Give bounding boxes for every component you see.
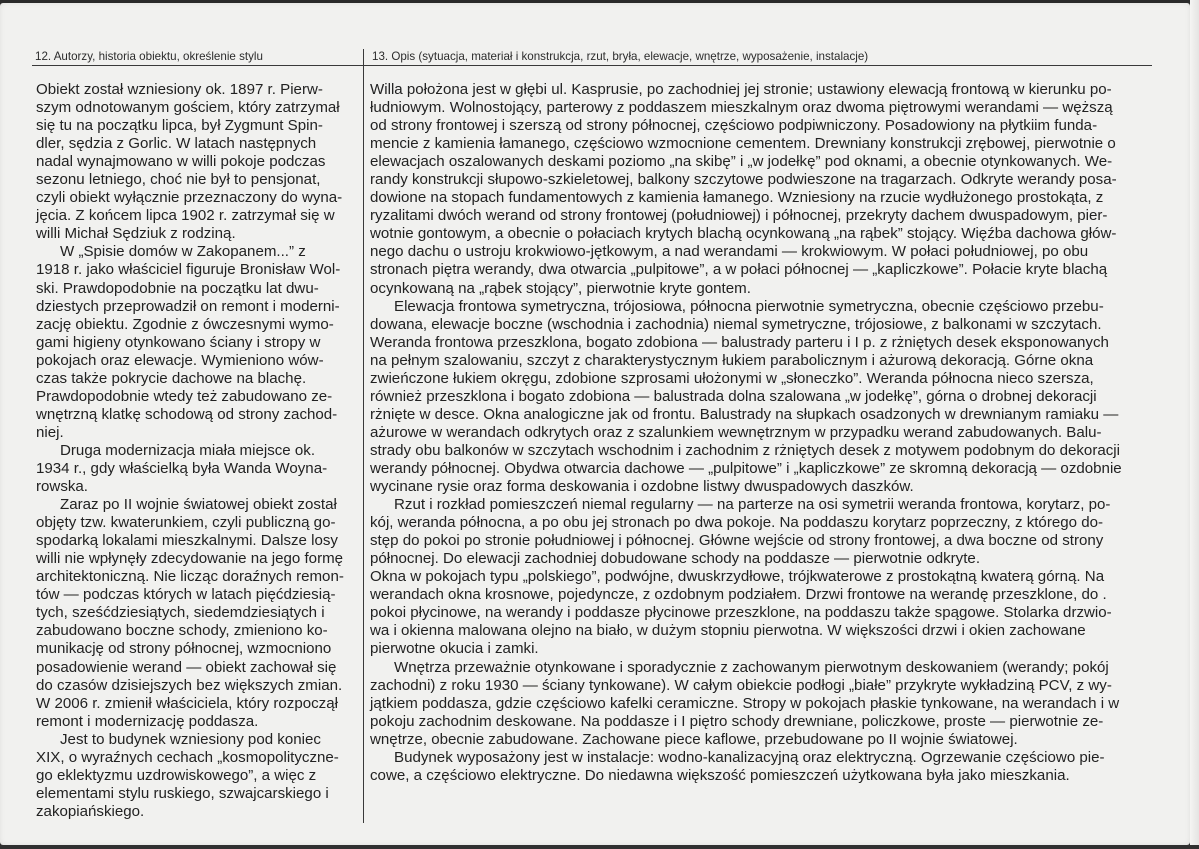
section-13-text-line: ocynkowaną na „rąbek stojący”, pierwotnie kryte gontem. [370,279,751,297]
section-13-text-line: kój, weranda północna, a po obu jej stronach po dwa pokoje. Na poddaszu korytarz poprzeczny, z którego do- [370,514,1104,532]
section-13-text-line: północnej. Do elewacji zachodniej dobudowane schody na poddasze — pierwotnie odkryte. [370,550,981,568]
section-13-text-line: zachodni) z roku 1930 — ściany tynkowane). W całym obiekcie podłogi „białe” przykryte wykładziną PCV, z wy- [370,676,1112,694]
section-13-text-line: Rzut i rozkład pomieszczeń niemal regularny — na parterze na osi symetrii weranda frontowa, korytarz, po- [394,496,1111,514]
section-12-text-line: spodarką lokalami mieszkalnymi. Dalsze losy [36,532,338,550]
section-12-text-line: gami higieny otynkowano ściany i stropy w [36,333,321,351]
section-13-text-line: ażurowe w werandach odkrytych oraz z szalunkiem wewnętrznym w przypadku werand zabudowanych. Balu- [370,423,1102,441]
section-13-header-rule [364,65,1152,66]
section-13-body [370,81,1160,785]
section-13-text-line: wotnie gontowym, a obecnie o połaciach krytych blachą ocynkowaną „na rąbek” stojący. Więźba dachowa głów- [370,225,1117,243]
section-12-header: 12. Autorzy, historia obiektu, określenie stylu [35,50,263,63]
section-12-text-line: dziestych przeprowadził on remont i moderni- [36,297,340,315]
section-12-text-line: rowska. [36,478,89,496]
scanner-bottom-edge [0,845,1199,849]
section-12-text-line: W „Spisie domów w Zakopanem...” z [60,243,306,261]
section-12-text-line: zabudowano boczne schody, zmieniono ko- [36,622,328,640]
section-12-text-line: jęcia. Z końcem lipca 1902 r. zatrzymał się w [36,207,335,225]
section-12-text-line: willi Michał Sędziuk z rodziną. [36,225,236,243]
section-13-text-line: stęp do pokoi po stronie południowej i północnej. Główne wejście od strony frontowej, a dwa boczne od strony [370,532,1104,550]
section-12-text-line: elementami stylu ruskiego, szwajcarskiego i [36,784,329,802]
section-12-body [36,81,360,821]
section-13-text-line: łudniowym. Wolnostojący, parterowy z poddaszem mieszkalnym oraz dwoma piętrowymi werandami — węższą [370,99,1113,117]
section-13-header: 13. Opis (sytuacja, materiał i konstrukcja, rzut, bryła, elewacje, wnętrze, wyposażenie, instalacje) [372,50,869,63]
section-12-text-line: niej. [36,423,64,441]
section-12-text-line: Druga modernizacja miała miejsce ok. [60,441,316,459]
section-13-text-line: Elewacja frontowa symetryczna, trójosiowa, północna pierwotnie symetryczna, obecnie częściowo przebu- [394,297,1104,315]
section-12-text-line: Zaraz po II wojnie światowej obiekt został [60,496,337,514]
section-13-text-line: randy konstrukcji słupowo-szkieletowej, balkony szczytowe podwieszone na tragarzach. Odkryte werandy posa- [370,171,1117,189]
section-12-text-line: Prawdopodobnie wtedy też zabudowano ze- [36,387,333,405]
section-12-text-line: szym odnotowanym gościem, który zatrzymał [36,99,340,117]
section-12-text-line: zakopiańskiego. [36,802,145,820]
section-12-text-line: się tu na początku lipca, był Zygmunt Spin- [36,117,323,135]
section-13-text-line: Weranda frontowa przeszklona, bogato zdobiona — balustrady parteru i I p. z rżniętych desek eksponowanych [370,333,1109,351]
section-12-text-line: wnętrzną klatkę schodową od strony zachod- [36,405,338,423]
section-13-text-line: nego dachu o ustroju krokwiowo-jętkowym, a nad werandami — krokwiowym. W połaci południowej, po obu [370,243,1089,261]
section-13-text-line: dowana, elewacje boczne (wschodnia i zachodnia) niemal symetryczne, trójosiowe, z balkonami w szczytach. [370,315,1102,333]
section-12-header-rule [32,65,363,66]
section-12-text-line: do czasów dzisiejszych bez większych zmian. [36,676,343,694]
section-12-text-line: willi nie wpłynęły zdecydowanie na jego formę [36,550,344,568]
section-12-text-line: objęty tzw. kwaterunkiem, czyli publiczną go- [36,514,336,532]
section-12-text-line: architektoniczną. Nie licząc doraźnych remon- [36,568,344,586]
section-13-text-line: werandy północnej. Obydwa otwarcia dachowe — „pulpitowe” i „kapliczkowe” ze skromną dekoracją — ozdobnie [370,459,1122,477]
section-12-text-line: dler, sędzia z Gorlic. W latach następnych [36,135,317,153]
section-13-text-line: strady obu balkonów w szczytach wschodnim i zachodnim z rżniętych desek z motywem podobnym do dekoracji [370,441,1120,459]
section-13-text-line: pokoju zachodnim deskowane. Na poddasze i I piętro schody drewniane, policzkowe, proste — pierwotnie ze- [370,712,1104,730]
section-13-text-line: jątkiem poddasza, gdzie częściowo kafelki ceramiczne. Stropy w pokojach płaskie tynkowane, na werandach i w [370,694,1120,712]
section-12-text-line: munikację od strony północnej, wzmocniono [36,640,332,658]
section-12-text-line: XIX, o wyraźnych cechach „kosmopolityczne- [36,748,339,766]
section-13-text-line: cowe, a częściowo elektryczne. Do niedawna większość pomieszczeń użytkowana była jako mieszkania. [370,766,1070,784]
section-13-text-line: zwieńczone łukiem okręgu, zdobione szprosami ułożonymi w „słoneczko”. Weranda północna nieco szersza, [370,369,1094,387]
section-13-text-line: elewacjach oszalowanych deskami poziomo „na skibę” i „w jodełkę” pod oknami, a obecnie otynkowanych. We- [370,153,1113,171]
section-13-text-line: Wnętrza przeważnie otynkowane i sporadycznie z zachowanym pierwotnym deskowaniem (werandy; pokój [394,658,1109,676]
section-13-text-line: na pełnym szalowaniu, szczyt z charakterystycznym łukiem parabolicznym i ażurową dekoracją. Górne okna [370,351,1094,369]
section-12-text-line: sezonu letniego, choć nie był to pensjonat, [36,171,321,189]
section-13-text-line: pierwotne okucia i zamki. [370,640,539,658]
section-12-text-line: 1934 r., gdy właścielką była Wanda Woyna- [36,459,328,477]
section-13-text-line: od strony frontowej i szerszą od strony północnej, częściowo podpiwniczony. Posadowiony na płytkiim funda- [370,117,1098,135]
section-12-text-line: remont i modernizację poddasza. [36,712,259,730]
section-12-text-line: zację obiektu. Zgodnie z ówczesnymi wymo- [36,315,334,333]
section-13-text-line: dowione na stopach fundamentowych z kamienia łamanego. Wzniesiony na rzucie wydłużonego prostokąta, z [370,189,1104,207]
section-12-text-line: Obiekt został wzniesiony ok. 1897 r. Pierw- [36,81,323,98]
section-13-text-line: wa i okienna malowana olejno na biało, w dużym stopniu pierwotna. W większości drzwi i okien zachowane [370,622,1086,640]
page-edge-shadow [1190,0,1199,849]
section-13-text-line: mencie z kamienia łamanego, częściowo wzmocnione cementem. Drewniany konstrukcji zrębowej, pierwotnie o [370,135,1116,153]
section-13-text-line: ryzalitami dwóch werand od strony frontowej (południowej) i północnej, przekryty dachem dwuspadowym, pier- [370,207,1108,225]
section-13-text-line: wnętrze, obecnie zabudowane. Zachowane piece kaflowe, przebudowane po II wojnie światowej. [370,730,1018,748]
section-13-text-line: werandach okna krosnowe, pojedyncze, z ozdobnym podziałem. Drzwi frontowe na werandę przeszklone, do . [370,586,1107,604]
section-13-text-line: Budynek wyposażony jest w instalacje: wodno-kanalizacyjną oraz elektryczną. Ogrzewanie częściowo pie- [394,748,1105,766]
section-13-text-line: pokoi płycinowe, na werandy i poddasze płycinowe przeszklone, na poddaszu także spągowe. Stolarka drzwio- [370,604,1112,622]
section-13-text-line: Willa położona jest w głębi ul. Kasprusie, po zachodniej jej stronie; ustawiony elewacją frontową w kierunku po- [370,81,1112,98]
section-12-text-line: pokojach oraz elewacje. Wymieniono wów- [36,351,324,369]
section-12-text-line: W 2006 r. zmienił właściciela, który rozpoczął [36,694,338,712]
column-divider [363,49,364,823]
section-12-text-line: tów — podczas których w latach pięćdziesią- [36,586,336,604]
section-12-text-line: posadowienie werand — obiekt zachował się [36,658,337,676]
section-12-text-line: ski. Prawdopodobnie na początku lat dwu- [36,279,319,297]
scanned-form-page [0,3,1190,845]
section-12-text-line: czas także pokrycie dachowe na blachę. [36,369,307,387]
section-12-text-line: nadal wynajmowano w willi pokoje podczas [36,153,326,171]
section-12-text-line: Jest to budynek wzniesiony pod koniec [60,730,321,748]
section-13-text-line: Okna w pokojach typu „polskiego”, podwójne, dwuskrzydłowe, trójkwaterowe z prostokątną kwaterą górną. Na [370,568,1105,586]
section-12-text-line: go eklektyzmu uzdrowiskowego”, a więc z [36,766,317,784]
section-13-text-line: również przeszklona i bogato zdobiona — balustrada dolna szalowana „w jodełkę”, górna o drobnej dekoracji [370,387,1097,405]
section-13-text-line: rżnięte w desce. Okna analogiczne jak od frontu. Balustrady na słupkach osadzonych w drewnianym ramiaku — [370,405,1119,423]
section-12-text-line: 1918 r. jako właściciel figuruje Bronisław Wol- [36,261,341,279]
section-12-text-line: czyli obiekt wyłącznie przeznaczony do wyna- [36,189,343,207]
section-13-text-line: stronach piętra werandy, dwa otwarcia „pulpitowe”, a w połaci północnej — „kapliczkowe”. Połacie kryte blachą [370,261,1108,279]
section-13-text-line: wycinane rysie oraz forma deskowania i ozdobne listwy dwuspadowych daszków. [370,478,914,496]
section-12-text-line: tych, sześćdziesiątych, siedemdziesiątych i [36,604,325,622]
